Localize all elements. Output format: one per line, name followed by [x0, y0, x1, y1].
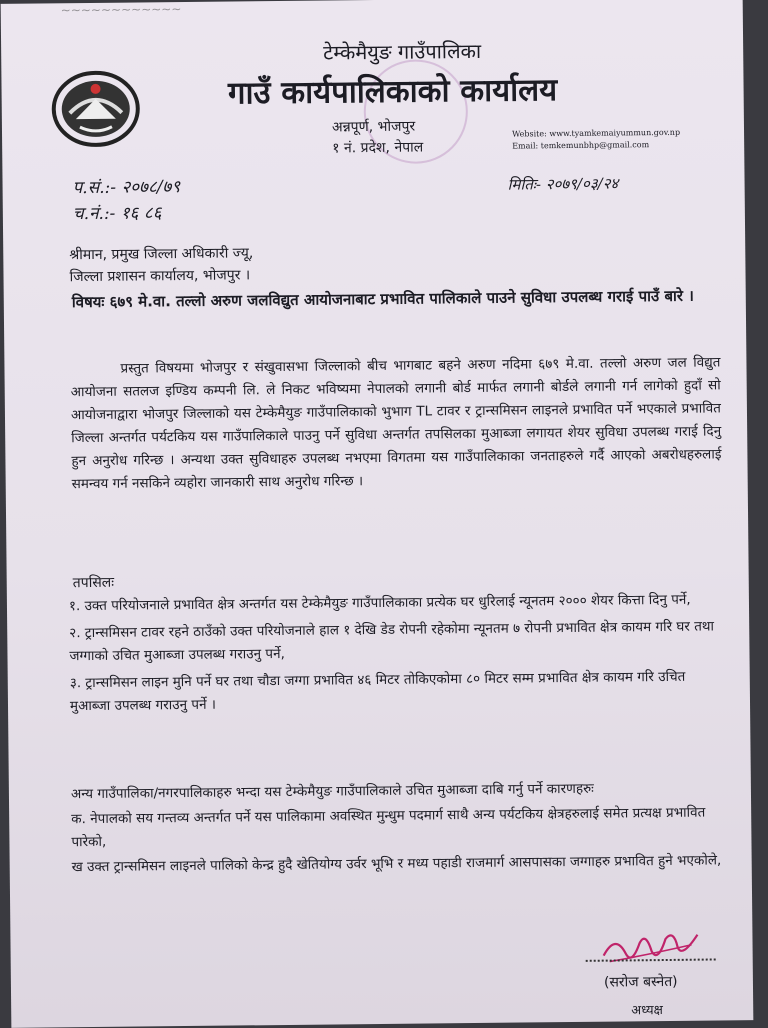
- dispatch-number: च.नं.:- १६ ८६: [72, 203, 162, 225]
- list-item: २. ट्रान्समिसन टावर रहने ठाउँको उक्त परियोजनाले हाल १ देखि डेड रोपनी रहेकोमा न्यूनतम ७ रोपनी प्रभावित क्षेत्र कायम गरि घर तथा जग्गाको उचित मुआब्जा उपलब्ध गराउनु पर्ने,: [69, 618, 715, 665]
- address-line-2: १ नं. प्रदेश, नेपाल: [332, 139, 424, 157]
- letter-date: मितिः- २०७९/०३/२४: [507, 174, 619, 194]
- signature-icon: [595, 925, 705, 972]
- reasons-section: [71, 776, 732, 881]
- addressee-line-1: श्रीमान, प्रमुख जिल्ला अधिकारी ज्यू,: [69, 245, 254, 264]
- address-line-1: अन्नपूर्ण, भोजपुर: [331, 118, 416, 136]
- website-text: Website: www.tyamkemaiyummun.gov.np: [512, 127, 681, 139]
- letter-page: [1, 0, 754, 1028]
- list-item: १. उक्त परियोजनाले प्रभावित क्षेत्र अन्तर्गत यस टेम्केमैयुङ गाउँपालिकाका प्रत्येक घर धुरिलाई न्यूनतम २००० शेयर कित्ता दिनु पर्ने,: [68, 591, 691, 615]
- body-paragraph: प्रस्तुत विषयमा भोजपुर र संखुवासभा जिल्लाको बीच भागबाट बहने अरुण नदिमा ६७९ मे.वा. तल्लो अरुण जल विद्युत आयोजना सतलज इण्डिय कम्पनी लि. ले निकट भविष्यमा नेपालको लगानी बोर्ड मार्फत लगानी बोर्डले लगानी गर्न लागेको हुदाँ सो आयोजनाद्वारा भोजपुर जिल्लाको यस टेम्केमैयुङ गाउँपालिकाको भुभाग TL टावर र ट्रान्समिसन लाइनले प्रभावित पर्ने भएकाले प्रभावित जिल्ला अन्तर्गत पर्यटकिय यस गाउँपालिकाले पाउनु पर्ने सुविधा अन्तर्गत तपसिलका मुआब्जा लगायत शेयर सुविधा उपलब्ध गराई दिनु हुन अनुरोध गरिन्छ । अन्यथा उक्त सुविधाहरु उपलब्ध नभएमा विगतमा यस गाउँपालिकाका जनताहरुले गर्दै आएको अबरोधहरुलाई समन्वय गर्न नसकिने व्यहोरा जानकारी साथ अनुरोध गरिन्छ ।: [70, 354, 722, 493]
- list-item: ३. ट्रान्समिसन लाइन मुनि पर्ने घर तथा चौडा जग्गा प्रभावित ४६ मिटर तोकिएकोमा ८० मिटर सम्म प्रभावित क्षेत्र कायम गरि उचित मुआब्जा उपलब्ध गराउनु पर्ने ।: [69, 668, 686, 715]
- torn-edge-text: ~~~~~~~~~~~~: [60, 2, 182, 18]
- list-item: क. नेपालको सय गन्तव्य अन्तर्गत पर्ने यस पालिकामा अवस्थित मुन्धुम पदमार्ग साथै अन्य पर्यटकिय क्षेत्रहरुलाई समेत प्रत्यक्ष प्रभावित पारेको,: [71, 804, 706, 851]
- details-list: [69, 588, 730, 722]
- addressee-line-2: जिल्ला प्रशासन कार्यालय, भोजपुर ।: [69, 267, 251, 286]
- list-item: ख उक्त ट्रान्समिसन लाइनले पालिको केन्द्र हुदै खेतियोग्य उर्वर भूभि र मध्य पहाडी राजमार्ग आसपासका जग्गाहरु प्रभावित हुने भएकोले,: [71, 852, 722, 876]
- signatory-name: (सरोज बस्नेत): [603, 973, 678, 991]
- municipality-name: टेम्केमैयुङ गाउँपालिका: [323, 38, 482, 65]
- details-heading: तपसिलः: [72, 574, 115, 592]
- reference-number: प.सं.:- २०७८/७९: [72, 177, 181, 199]
- email-text: Email: temkemunbhp@gmail.com: [512, 140, 650, 151]
- reasons-heading: अन्य गाउँपालिका/नगरपालिकाहरु भन्दा यस टेम्केमैयुङ गाउँपालिकाले उचित मुआब्जा दाबि गर्नु पर्ने कारणहरुः: [70, 780, 594, 803]
- contact-info: [512, 127, 680, 153]
- signatory-title: अध्यक्ष: [631, 1003, 664, 1019]
- subject-line: विषयः ६७९ मे.वा. तल्लो अरुण जलविद्युत आयोजनाबाट प्रभावित पालिकाले पाउने सुविधा उपलब्ध गराई पाउँ बारे ।: [71, 286, 695, 312]
- office-title: गाउँ कार्यपालिकाको कार्यालय: [227, 72, 558, 112]
